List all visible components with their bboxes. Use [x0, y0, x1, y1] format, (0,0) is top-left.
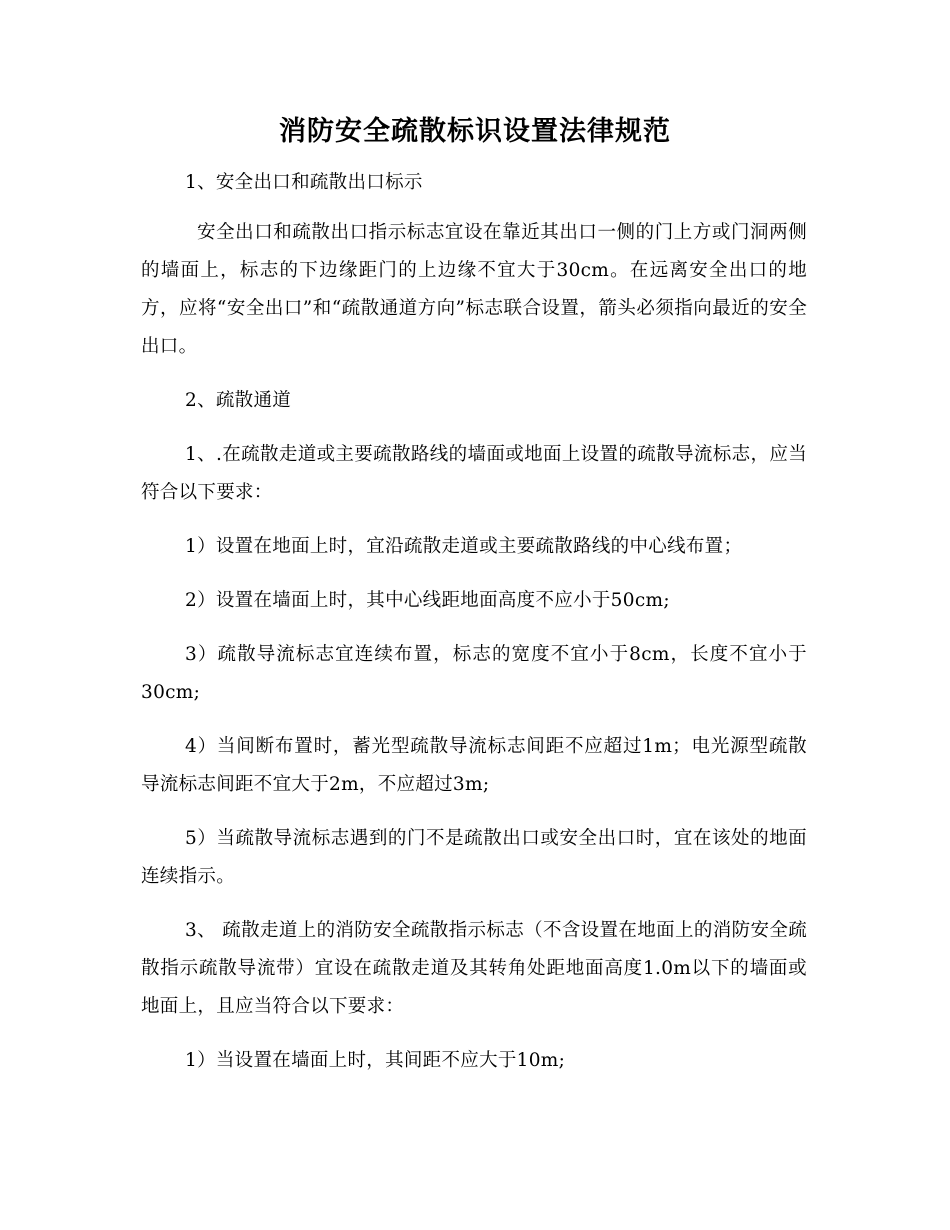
document-title: 消防安全疏散标识设置法律规范 [279, 116, 671, 147]
section-heading-passages: 2、疏散通道 [185, 390, 292, 411]
list-item-floor-placement: 1）设置在地面上时，宜沿疏散走道或主要疏散路线的中心线布置； [185, 536, 743, 557]
section-heading-exits: 1、安全出口和疏散出口标示 [185, 172, 423, 193]
list-item-door-indication: 5）当疏散导流标志遇到的门不是疏散出口或安全出口时，宜在该处的地面连续指示。 [141, 828, 807, 887]
paragraph-guide-signs-requirements: 1、.在疏散走道或主要疏散路线的墙面或地面上设置的疏散导流标志，应当符合以下要求： [141, 444, 807, 503]
paragraph-exit-signs: 安全出口和疏散出口指示标志宜设在靠近其出口一侧的门上方或门洞两侧的墙面上，标志的下边缘距门的上边缘不宜大于30cm。在远离安全出口的地方，应将“安全出口”和“疏散通道方向”标志联合设置，箭头必须指向最近的安全出口。 [141, 222, 807, 357]
paragraph-corridor-signs: 3、 疏散走道上的消防安全疏散指示标志（不含设置在地面上的消防安全疏散指示疏散导流带）宜设在疏散走道及其转角处距地面高度1.0m以下的墙面或地面上，且应当符合以下要求： [141, 920, 807, 1017]
list-item-continuous-layout: 3）疏散导流标志宜连续布置，标志的宽度不宜小于8cm，长度不宜小于30cm; [141, 644, 807, 703]
list-item-wall-height: 2）设置在墙面上时，其中心线距地面高度不应小于50cm; [185, 590, 670, 611]
list-item-wall-spacing: 1）当设置在墙面上时，其间距不应大于10m; [185, 1050, 566, 1071]
document-body [141, 164, 807, 1080]
list-item-interval-spacing: 4）当间断布置时，蓄光型疏散导流标志间距不应超过1m；电光源型疏散导流标志间距不宜大于2m，不应超过3m; [141, 736, 807, 795]
